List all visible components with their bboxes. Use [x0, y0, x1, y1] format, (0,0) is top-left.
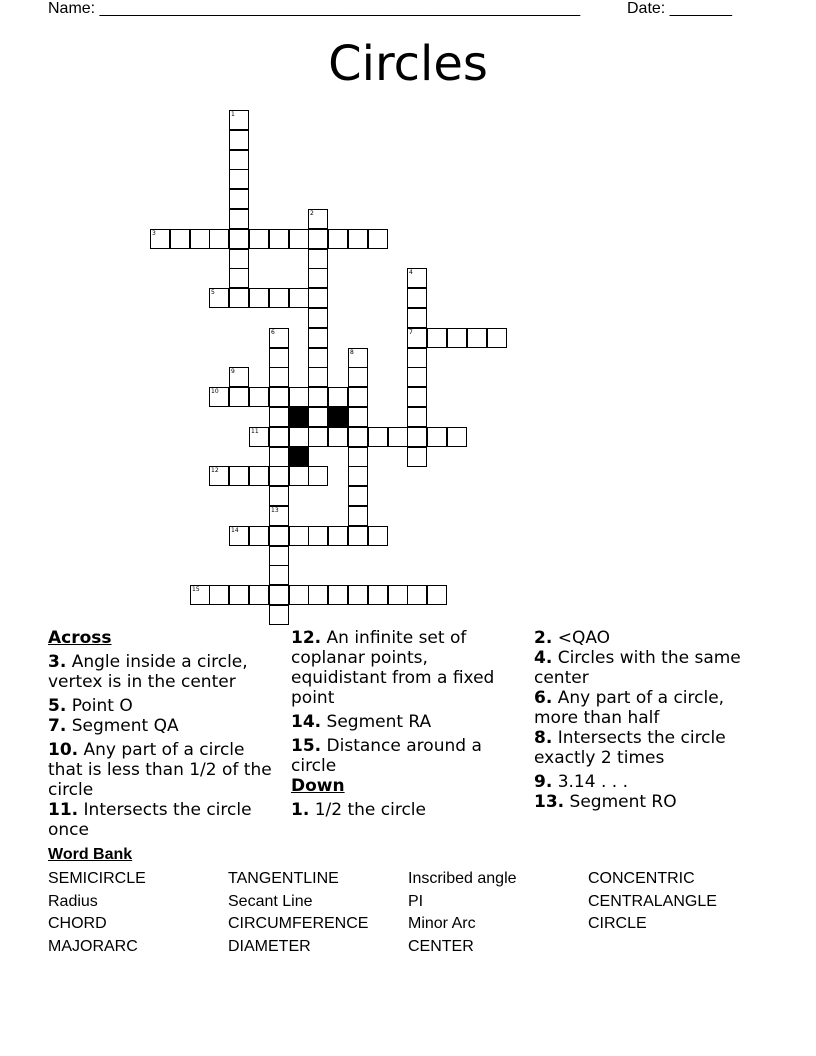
crossword-cell[interactable]: [308, 526, 328, 546]
crossword-shaded-cell: [328, 407, 348, 427]
clue-across-11: 11. Intersects the circle once: [48, 800, 252, 840]
crossword-cell[interactable]: [229, 189, 249, 209]
cell-number: 5: [211, 289, 215, 296]
crossword-cell[interactable]: [308, 249, 328, 269]
crossword-cell[interactable]: [407, 308, 427, 328]
crossword-cell[interactable]: [289, 387, 309, 407]
crossword-cell[interactable]: [249, 526, 269, 546]
crossword-cell[interactable]: [229, 249, 249, 269]
word-bank-item: CENTRALANGLE: [588, 892, 717, 910]
crossword-cell[interactable]: [229, 110, 249, 130]
crossword-cell[interactable]: [269, 407, 289, 427]
crossword-cell[interactable]: [407, 367, 427, 387]
clue-across-10: 10. Any part of a circle that is less than 1/2 of the circle: [48, 740, 272, 800]
crossword-cell[interactable]: [229, 169, 249, 189]
word-bank-item: CIRCUMFERENCE: [228, 915, 369, 932]
crossword-cell[interactable]: [328, 427, 348, 447]
word-bank-item: PI: [408, 892, 424, 910]
word-bank-item: MAJORARC: [48, 937, 138, 955]
crossword-cell[interactable]: [308, 229, 328, 249]
crossword-cell[interactable]: [368, 427, 388, 447]
crossword-cell[interactable]: [348, 486, 368, 506]
crossword-cell[interactable]: [269, 585, 289, 605]
crossword-cell[interactable]: [269, 367, 289, 387]
word-bank-item: Minor Arc: [408, 915, 476, 932]
crossword-cell[interactable]: [289, 427, 309, 447]
clue-down-6: 6. Any part of a circle, more than half: [534, 688, 725, 728]
crossword-cell[interactable]: [308, 427, 328, 447]
cell-number: 9: [231, 368, 235, 375]
crossword-cell[interactable]: [348, 367, 368, 387]
crossword-cell[interactable]: [190, 229, 210, 249]
cell-number: 11: [251, 428, 259, 435]
crossword-cell[interactable]: [269, 565, 289, 585]
word-bank-item: CONCENTRIC: [588, 870, 695, 887]
word-bank: [48, 868, 768, 958]
crossword-cell[interactable]: [209, 288, 229, 308]
crossword-cell[interactable]: [190, 585, 210, 605]
crossword-cell[interactable]: [269, 229, 289, 249]
crossword-cell[interactable]: [249, 585, 269, 605]
crossword-cell[interactable]: [289, 229, 309, 249]
cell-number: 2: [310, 210, 314, 217]
crossword-cell[interactable]: [388, 427, 408, 447]
crossword-cell[interactable]: [348, 585, 368, 605]
clue-down-1: 1. 1/2 the circle: [291, 800, 426, 820]
crossword-cell[interactable]: [269, 328, 289, 348]
crossword-cell[interactable]: [229, 288, 249, 308]
crossword-cell[interactable]: [229, 466, 249, 486]
crossword-cell[interactable]: [427, 427, 447, 447]
clue-down-8: 8. Intersects the circle exactly 2 times: [534, 728, 726, 768]
crossword-cell[interactable]: [249, 387, 269, 407]
crossword-cell[interactable]: [348, 387, 368, 407]
clues-column-2: [291, 628, 516, 820]
crossword-cell[interactable]: [427, 328, 447, 348]
crossword-cell[interactable]: [269, 506, 289, 526]
crossword-cell[interactable]: [308, 288, 328, 308]
crossword-cell[interactable]: [209, 585, 229, 605]
crossword-cell[interactable]: [229, 229, 249, 249]
crossword-cell[interactable]: [348, 427, 368, 447]
crossword-cell[interactable]: [308, 209, 328, 229]
word-bank-item: Secant Line: [228, 892, 313, 910]
cell-number: 8: [350, 349, 354, 356]
crossword-cell[interactable]: [249, 466, 269, 486]
crossword-cell[interactable]: [308, 348, 328, 368]
crossword-cell[interactable]: [289, 585, 309, 605]
word-bank-item: CHORD: [48, 915, 107, 932]
crossword-cell[interactable]: [348, 348, 368, 368]
crossword-cell[interactable]: [308, 407, 328, 427]
crossword-cell[interactable]: [269, 546, 289, 566]
crossword-cell[interactable]: [289, 288, 309, 308]
crossword-cell[interactable]: [229, 268, 249, 288]
crossword-cell[interactable]: [229, 585, 249, 605]
crossword-cell[interactable]: [209, 229, 229, 249]
crossword-cell[interactable]: [348, 506, 368, 526]
cell-number: 4: [409, 269, 413, 276]
clue-down-4: 4. Circles with the same center: [534, 648, 741, 688]
crossword-cell[interactable]: [209, 466, 229, 486]
crossword-cell[interactable]: [229, 387, 249, 407]
crossword-cell[interactable]: [209, 387, 229, 407]
word-bank-item: CIRCLE: [588, 915, 647, 932]
cell-number: 14: [231, 527, 239, 534]
crossword-cell[interactable]: [170, 229, 190, 249]
crossword-cell[interactable]: [289, 526, 309, 546]
clue-down-13: 13. Segment RO: [534, 792, 677, 812]
crossword-cell[interactable]: [249, 288, 269, 308]
name-field-label: Name: ______________________________________________________: [48, 0, 581, 17]
crossword-cell[interactable]: [407, 407, 427, 427]
word-bank-item: CENTER: [408, 937, 474, 955]
crossword-cell[interactable]: [308, 585, 328, 605]
clue-across-3: 3. Angle inside a circle, vertex is in the center: [48, 652, 248, 692]
clue-across-14: 14. Segment RA: [291, 712, 432, 732]
crossword-cell[interactable]: [249, 229, 269, 249]
word-bank-heading: Word Bank: [48, 846, 133, 863]
crossword-cell[interactable]: [388, 585, 408, 605]
crossword-cell[interactable]: [407, 427, 427, 447]
crossword-cell[interactable]: [308, 367, 328, 387]
clue-down-2: 2. <QAO: [534, 628, 611, 648]
crossword-cell[interactable]: [269, 348, 289, 368]
crossword-cell[interactable]: [289, 466, 309, 486]
crossword-cell[interactable]: [368, 585, 388, 605]
word-bank-item: SEMICIRCLE: [48, 870, 146, 887]
crossword-cell[interactable]: [427, 585, 447, 605]
crossword-cell[interactable]: [348, 229, 368, 249]
crossword-cell[interactable]: [328, 387, 348, 407]
crossword-cell[interactable]: [447, 328, 467, 348]
crossword-cell[interactable]: [328, 585, 348, 605]
clues-column-1: [48, 628, 273, 840]
crossword-cell[interactable]: [328, 229, 348, 249]
crossword-cell[interactable]: [368, 526, 388, 546]
crossword-cell[interactable]: [308, 308, 328, 328]
crossword-cell[interactable]: [269, 526, 289, 546]
crossword-cell[interactable]: [269, 605, 289, 625]
crossword-cell[interactable]: [348, 407, 368, 427]
cell-number: 13: [271, 507, 279, 514]
clue-across-7: 7. Segment QA: [48, 716, 179, 736]
crossword-shaded-cell: [289, 407, 309, 427]
crossword-shaded-cell: [289, 447, 309, 467]
clue-down-9: 9. 3.14 . . .: [534, 772, 628, 792]
crossword-cell[interactable]: [368, 229, 388, 249]
cell-number: 12: [211, 467, 219, 474]
clue-across-5: 5. Point O: [48, 696, 133, 716]
word-bank-item: Inscribed angle: [408, 870, 517, 887]
crossword-cell[interactable]: [407, 348, 427, 368]
cell-number: 7: [409, 329, 413, 336]
crossword-cell[interactable]: [229, 526, 249, 546]
across-heading: Across: [48, 628, 112, 648]
crossword-cell[interactable]: [407, 585, 427, 605]
crossword-cell[interactable]: [487, 328, 507, 348]
crossword-cell[interactable]: [308, 387, 328, 407]
cell-number: 6: [271, 329, 275, 336]
crossword-cell[interactable]: [269, 447, 289, 467]
crossword-cell[interactable]: [269, 486, 289, 506]
cell-number: 15: [192, 586, 200, 593]
crossword-cell[interactable]: [269, 387, 289, 407]
crossword-cell[interactable]: [308, 268, 328, 288]
cell-number: 3: [152, 230, 156, 237]
crossword-cell[interactable]: [467, 328, 487, 348]
crossword-cell[interactable]: [269, 466, 289, 486]
page-title: Circles: [328, 36, 488, 92]
crossword-cell[interactable]: [407, 268, 427, 288]
crossword-cell[interactable]: [229, 130, 249, 150]
word-bank-item: DIAMETER: [228, 937, 311, 955]
crossword-cell[interactable]: [150, 229, 170, 249]
clues-column-3: [534, 628, 759, 812]
crossword-cell[interactable]: [308, 328, 328, 348]
clue-across-12: 12. An infinite set of coplanar points, equidistant from a fixed point: [291, 628, 495, 708]
crossword-cell[interactable]: [229, 150, 249, 170]
down-heading: Down: [291, 776, 345, 796]
clue-across-15: 15. Distance around a circle: [291, 736, 482, 776]
crossword-cell[interactable]: [348, 447, 368, 467]
crossword-cell[interactable]: [348, 466, 368, 486]
crossword-cell[interactable]: [229, 209, 249, 229]
word-bank-item: Radius: [48, 892, 98, 910]
crossword-cell[interactable]: [249, 427, 269, 447]
crossword-cell[interactable]: [447, 427, 467, 447]
date-field-label: Date: _______: [627, 0, 732, 17]
word-bank-item: TANGENTLINE: [228, 870, 339, 887]
crossword-cell[interactable]: [269, 288, 289, 308]
crossword-cell[interactable]: [229, 367, 249, 387]
crossword-cell[interactable]: [269, 427, 289, 447]
crossword-cell[interactable]: [407, 288, 427, 308]
crossword-cell[interactable]: [308, 466, 328, 486]
crossword-cell[interactable]: [328, 526, 348, 546]
crossword-cell[interactable]: [407, 387, 427, 407]
crossword-cell[interactable]: [407, 447, 427, 467]
cell-number: 1: [231, 111, 235, 118]
crossword-cell[interactable]: [348, 526, 368, 546]
crossword-cell[interactable]: [407, 328, 427, 348]
cell-number: 10: [211, 388, 219, 395]
